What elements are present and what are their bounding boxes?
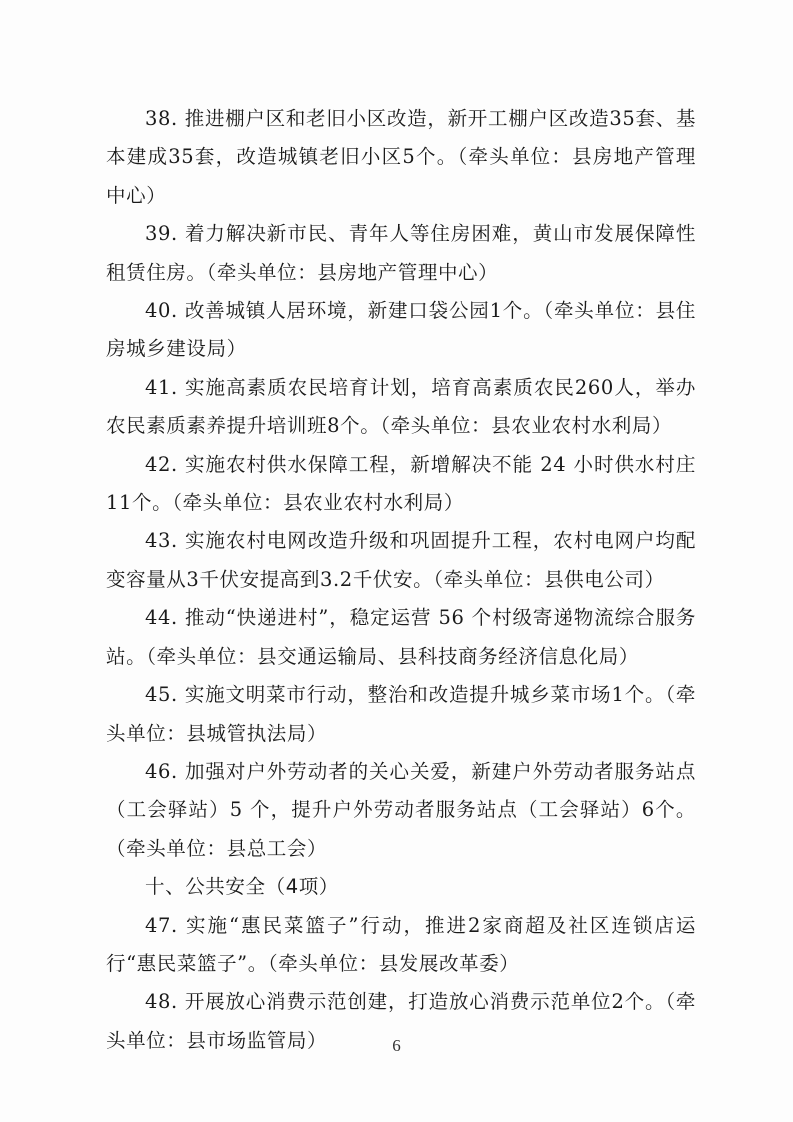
list-item-41: 41. 实施高素质农民培育计划，培育高素质农民260人，举办农民素质素养提升培训班8个。（牵头单位：县农业农村水利局） — [106, 375, 696, 438]
list-item-44: 44. 推动“快递进村”，稳定运营 56 个村级寄递物流综合服务站。（牵头单位：县交通运输局、县科技商务经济信息化局） — [106, 606, 696, 668]
list-item-40: 40. 改善城镇人居环境，新建口袋公园1个。（牵头单位：县住房城乡建设局） — [106, 299, 696, 361]
document-body — [106, 100, 696, 1060]
list-item-45: 45. 实施文明菜市行动，整治和改造提升城乡菜市场1个。（牵头单位：县城管执法局） — [106, 683, 696, 745]
list-item-38: 38. 推进棚户区和老旧小区改造，新开工棚户区改造35套、基本建成35套，改造城镇老旧小区5个。（牵头单位：县房地产管理中心） — [106, 107, 696, 207]
page-number: 6 — [392, 1036, 401, 1055]
list-item-43: 43. 实施农村电网改造升级和巩固提升工程，农村电网户均配变容量从3千伏安提高到3.2千伏安。（牵头单位：县供电公司） — [106, 529, 696, 591]
list-item-47: 47. 实施“惠民菜篮子”行动，推进2家商超及社区连锁店运行“惠民菜篮子”。（牵头单位：县发展改革委） — [106, 913, 696, 975]
list-item-39: 39. 着力解决新市民、青年人等住房困难，黄山市发展保障性租赁住房。（牵头单位：县房地产管理中心） — [106, 222, 696, 284]
section-heading: 十、公共安全（4项） — [145, 875, 339, 899]
list-item-48: 48. 开展放心消费示范创建，打造放心消费示范单位2个。（牵头单位：县市场监管局） — [106, 990, 696, 1052]
list-item-46: 46. 加强对户外劳动者的关心关爱，新建户外劳动者服务站点（工会驿站）5 个，提升户外劳动者服务站点（工会驿站）6个。（牵头单位：县总工会） — [106, 759, 696, 860]
list-item-42: 42. 实施农村供水保障工程，新增解决不能 24 小时供水村庄11个。（牵头单位：县农业农村水利局） — [106, 452, 696, 515]
